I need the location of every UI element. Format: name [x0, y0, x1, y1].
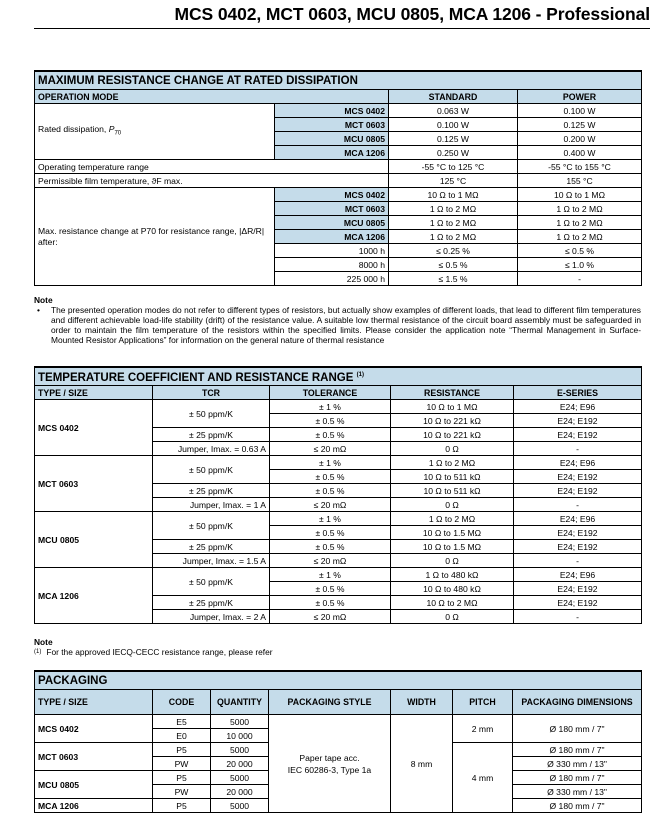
quantity-cell: 20 000 — [211, 757, 269, 771]
tolerance-cell: ± 0.5 % — [270, 526, 391, 540]
tcr-table — [34, 366, 642, 624]
header-operation-mode: OPERATION MODE — [35, 90, 389, 104]
header-packaging-style: PACKAGING STYLE — [269, 690, 391, 715]
pitch-cell: 2 mm — [453, 715, 513, 743]
type-cell: MCS 0402 — [35, 715, 153, 743]
e-series-cell: E24; E96 — [514, 512, 642, 526]
operation-mode-note — [34, 295, 641, 345]
code-cell: PW — [153, 757, 211, 771]
value-cell: 1 Ω to 2 MΩ — [389, 216, 518, 230]
value-cell: 0.100 W — [389, 118, 518, 132]
e-series-cell: E24; E192 — [514, 526, 642, 540]
header-code: CODE — [153, 690, 211, 715]
value-cell: 1 Ω to 2 MΩ — [518, 230, 642, 244]
value-cell: 0.125 W — [389, 132, 518, 146]
value-cell: 155 °C — [518, 174, 642, 188]
tolerance-cell: ± 1 % — [270, 400, 391, 414]
e-series-cell: E24; E192 — [514, 582, 642, 596]
note-title: Note — [34, 637, 53, 647]
jumper-cell: Jumper, Imax. = 1 A — [153, 498, 270, 512]
resistance-cell: 10 Ω to 221 kΩ — [391, 428, 514, 442]
page-title: MCS 0402, MCT 0603, MCU 0805, MCA 1206 - Professional — [174, 4, 650, 24]
table-row — [35, 400, 642, 414]
quantity-cell: 5000 — [211, 715, 269, 729]
tcr-cell: ± 50 ppm/K — [153, 512, 270, 540]
tolerance-cell: ± 0.5 % — [270, 414, 391, 428]
note-title: Note — [34, 295, 53, 305]
e-series-cell: E24; E96 — [514, 456, 642, 470]
max-resistance-section — [34, 70, 641, 286]
value-cell: -55 °C to 155 °C — [518, 160, 642, 174]
type-cell: MCU 0805 — [35, 512, 153, 568]
footnote-marker: (1) — [34, 649, 42, 655]
resistance-cell: 10 Ω to 221 kΩ — [391, 414, 514, 428]
value-cell: 1 Ω to 2 MΩ — [389, 202, 518, 216]
pitch-cell: 4 mm — [453, 743, 513, 813]
model-cell: MCS 0402 — [275, 188, 389, 202]
header-type-size: TYPE / SIZE — [35, 690, 153, 715]
type-cell: MCA 1206 — [35, 568, 153, 624]
code-cell: E5 — [153, 715, 211, 729]
resistance-cell: 1 Ω to 2 MΩ — [391, 456, 514, 470]
code-cell: P5 — [153, 771, 211, 785]
value-cell: 0.125 W — [518, 118, 642, 132]
dimensions-cell: Ø 330 mm / 13" — [513, 785, 642, 799]
tcr-section — [34, 366, 641, 624]
e-series-cell: E24; E192 — [514, 470, 642, 484]
dimensions-cell: Ø 180 mm / 7" — [513, 771, 642, 785]
value-cell: 0.400 W — [518, 146, 642, 160]
header-tcr: TCR — [153, 386, 270, 400]
hours-cell: 225 000 h — [275, 272, 389, 286]
header-width: WIDTH — [391, 690, 453, 715]
resistance-cell: 10 Ω to 511 kΩ — [391, 484, 514, 498]
resistance-cell: 0 Ω — [391, 610, 514, 624]
value-cell: 1 Ω to 2 MΩ — [518, 202, 642, 216]
resistance-cell: 10 Ω to 2 MΩ — [391, 596, 514, 610]
hours-cell: 8000 h — [275, 258, 389, 272]
value-cell: 1 Ω to 2 MΩ — [518, 216, 642, 230]
tolerance-cell: ± 1 % — [270, 568, 391, 582]
table-row — [35, 456, 642, 470]
approval-note — [34, 637, 641, 657]
code-cell: P5 — [153, 799, 211, 813]
jumper-cell: Jumper, Imax. = 1.5 A — [153, 554, 270, 568]
header-standard: STANDARD — [389, 90, 518, 104]
tolerance-cell: ± 0.5 % — [270, 484, 391, 498]
type-cell: MCT 0603 — [35, 743, 153, 771]
model-cell: MCA 1206 — [275, 230, 389, 244]
tcr-cell: ± 50 ppm/K — [153, 456, 270, 484]
resistance-cell: 10 Ω to 511 kΩ — [391, 470, 514, 484]
film-temp-label: Permissible film temperature, ϑF max. — [35, 174, 389, 188]
e-series-cell: - — [514, 554, 642, 568]
hours-cell: 1000 h — [275, 244, 389, 258]
header-packaging-dimensions: PACKAGING DIMENSIONS — [513, 690, 642, 715]
title-rule — [34, 28, 650, 29]
type-cell: MCT 0603 — [35, 456, 153, 512]
e-series-cell: E24; E96 — [514, 568, 642, 582]
value-cell: 10 Ω to 1 MΩ — [518, 188, 642, 202]
table-row — [35, 568, 642, 582]
code-cell: P5 — [153, 743, 211, 757]
tcr-cell: ± 25 ppm/K — [153, 484, 270, 498]
value-cell: 0.200 W — [518, 132, 642, 146]
value-cell: 0.100 W — [518, 104, 642, 118]
value-cell: 125 °C — [389, 174, 518, 188]
packaging-caption: PACKAGING — [35, 671, 642, 690]
tolerance-cell: ± 1 % — [270, 456, 391, 470]
value-cell: ≤ 0.25 % — [389, 244, 518, 258]
model-cell: MCT 0603 — [275, 202, 389, 216]
model-cell: MCT 0603 — [275, 118, 389, 132]
tcr-cell: ± 25 ppm/K — [153, 596, 270, 610]
quantity-cell: 5000 — [211, 799, 269, 813]
jumper-cell: Jumper, Imax. = 0.63 A — [153, 442, 270, 456]
code-cell: PW — [153, 785, 211, 799]
resistance-cell: 0 Ω — [391, 554, 514, 568]
tolerance-cell: ± 0.5 % — [270, 540, 391, 554]
resistance-cell: 10 Ω to 1 MΩ — [391, 400, 514, 414]
resistance-cell: 10 Ω to 1.5 MΩ — [391, 540, 514, 554]
header-pitch: PITCH — [453, 690, 513, 715]
dimensions-cell: Ø 180 mm / 7" — [513, 715, 642, 743]
rated-dissipation-label: Rated dissipation, $P_{70}$ — [35, 104, 275, 160]
resistance-change-label: Max. resistance change at P70 for resistance range, |ΔR/R| after: — [35, 188, 275, 286]
dimensions-cell: Ø 180 mm / 7" — [513, 743, 642, 757]
quantity-cell: 5000 — [211, 771, 269, 785]
quantity-cell: 5000 — [211, 743, 269, 757]
header-e-series: E-SERIES — [514, 386, 642, 400]
tcr-cell: ± 25 ppm/K — [153, 428, 270, 442]
tcr-cell: ± 50 ppm/K — [153, 568, 270, 596]
value-cell: 0.063 W — [389, 104, 518, 118]
value-cell: 1 Ω to 2 MΩ — [389, 230, 518, 244]
e-series-cell: - — [514, 610, 642, 624]
resistance-cell: 10 Ω to 1.5 MΩ — [391, 526, 514, 540]
e-series-cell: E24; E192 — [514, 414, 642, 428]
tolerance-cell: ≤ 20 mΩ — [270, 442, 391, 456]
tolerance-cell: ≤ 20 mΩ — [270, 498, 391, 512]
value-cell: - — [518, 272, 642, 286]
resistance-cell: 1 Ω to 2 MΩ — [391, 512, 514, 526]
value-cell: -55 °C to 125 °C — [389, 160, 518, 174]
e-series-cell: - — [514, 442, 642, 456]
note-text: The presented operation modes do not refer to different types of resistors, but actually show examples of different loads, that lead to different film temperatures and different achievable load-life stability (drift) of the resistance value. A suitable low thermal resistance of the circuit board assembly must be safeguarded in order to maintain the film temperature of the resistors within the specified limits. Please consider the application note “Thermal Management in Surface-Mounted Resistor Applications” for information on the general nature of thermal resistance — [51, 305, 641, 345]
type-cell: MCA 1206 — [35, 799, 153, 813]
resistance-cell: 10 Ω to 480 kΩ — [391, 582, 514, 596]
table-row — [35, 512, 642, 526]
width-cell: 8 mm — [391, 715, 453, 813]
e-series-cell: E24; E192 — [514, 540, 642, 554]
e-series-cell: E24; E192 — [514, 484, 642, 498]
tolerance-cell: ± 1 % — [270, 512, 391, 526]
e-series-cell: - — [514, 498, 642, 512]
value-cell: ≤ 1.0 % — [518, 258, 642, 272]
max-resistance-caption: MAXIMUM RESISTANCE CHANGE AT RATED DISSIPATION — [35, 71, 642, 90]
packaging-section — [34, 670, 641, 813]
value-cell: ≤ 0.5 % — [518, 244, 642, 258]
header-type-size: TYPE / SIZE — [35, 386, 153, 400]
tcr-caption: TEMPERATURE COEFFICIENT AND RESISTANCE RANGE $^{(1)}$ — [35, 367, 642, 386]
type-cell: MCU 0805 — [35, 771, 153, 799]
header-power: POWER — [518, 90, 642, 104]
packaging-table — [34, 670, 642, 813]
tolerance-cell: ± 0.5 % — [270, 470, 391, 484]
tolerance-cell: ≤ 20 mΩ — [270, 554, 391, 568]
header-quantity: QUANTITY — [211, 690, 269, 715]
dimensions-cell: Ø 330 mm / 13" — [513, 757, 642, 771]
quantity-cell: 10 000 — [211, 729, 269, 743]
dimensions-cell: Ø 180 mm / 7" — [513, 799, 642, 813]
value-cell: ≤ 0.5 % — [389, 258, 518, 272]
model-cell: MCU 0805 — [275, 132, 389, 146]
value-cell: 10 Ω to 1 MΩ — [389, 188, 518, 202]
tolerance-cell: ± 0.5 % — [270, 596, 391, 610]
header-resistance: RESISTANCE — [391, 386, 514, 400]
value-cell: ≤ 1.5 % — [389, 272, 518, 286]
header-tolerance: TOLERANCE — [270, 386, 391, 400]
resistance-cell: 0 Ω — [391, 442, 514, 456]
tolerance-cell: ± 0.5 % — [270, 428, 391, 442]
resistance-cell: 0 Ω — [391, 498, 514, 512]
quantity-cell: 20 000 — [211, 785, 269, 799]
packaging-style-cell: Paper tape acc. IEC 60286-3, Type 1a — [269, 715, 391, 813]
bullet-icon: • — [37, 305, 40, 315]
model-cell: MCU 0805 — [275, 216, 389, 230]
type-cell: MCS 0402 — [35, 400, 153, 456]
jumper-cell: Jumper, Imax. = 2 A — [153, 610, 270, 624]
max-resistance-table — [34, 70, 642, 286]
resistance-cell: 1 Ω to 480 kΩ — [391, 568, 514, 582]
tcr-cell: ± 25 ppm/K — [153, 540, 270, 554]
e-series-cell: E24; E96 — [514, 400, 642, 414]
footnote-text: For the approved IECQ-CECC resistance range, please refer — [46, 647, 273, 657]
model-cell: MCS 0402 — [275, 104, 389, 118]
model-cell: MCA 1206 — [275, 146, 389, 160]
e-series-cell: E24; E192 — [514, 428, 642, 442]
tcr-cell: ± 50 ppm/K — [153, 400, 270, 428]
tolerance-cell: ≤ 20 mΩ — [270, 610, 391, 624]
tolerance-cell: ± 0.5 % — [270, 582, 391, 596]
value-cell: 0.250 W — [389, 146, 518, 160]
op-temp-label: Operating temperature range — [35, 160, 389, 174]
code-cell: E0 — [153, 729, 211, 743]
e-series-cell: E24; E192 — [514, 596, 642, 610]
